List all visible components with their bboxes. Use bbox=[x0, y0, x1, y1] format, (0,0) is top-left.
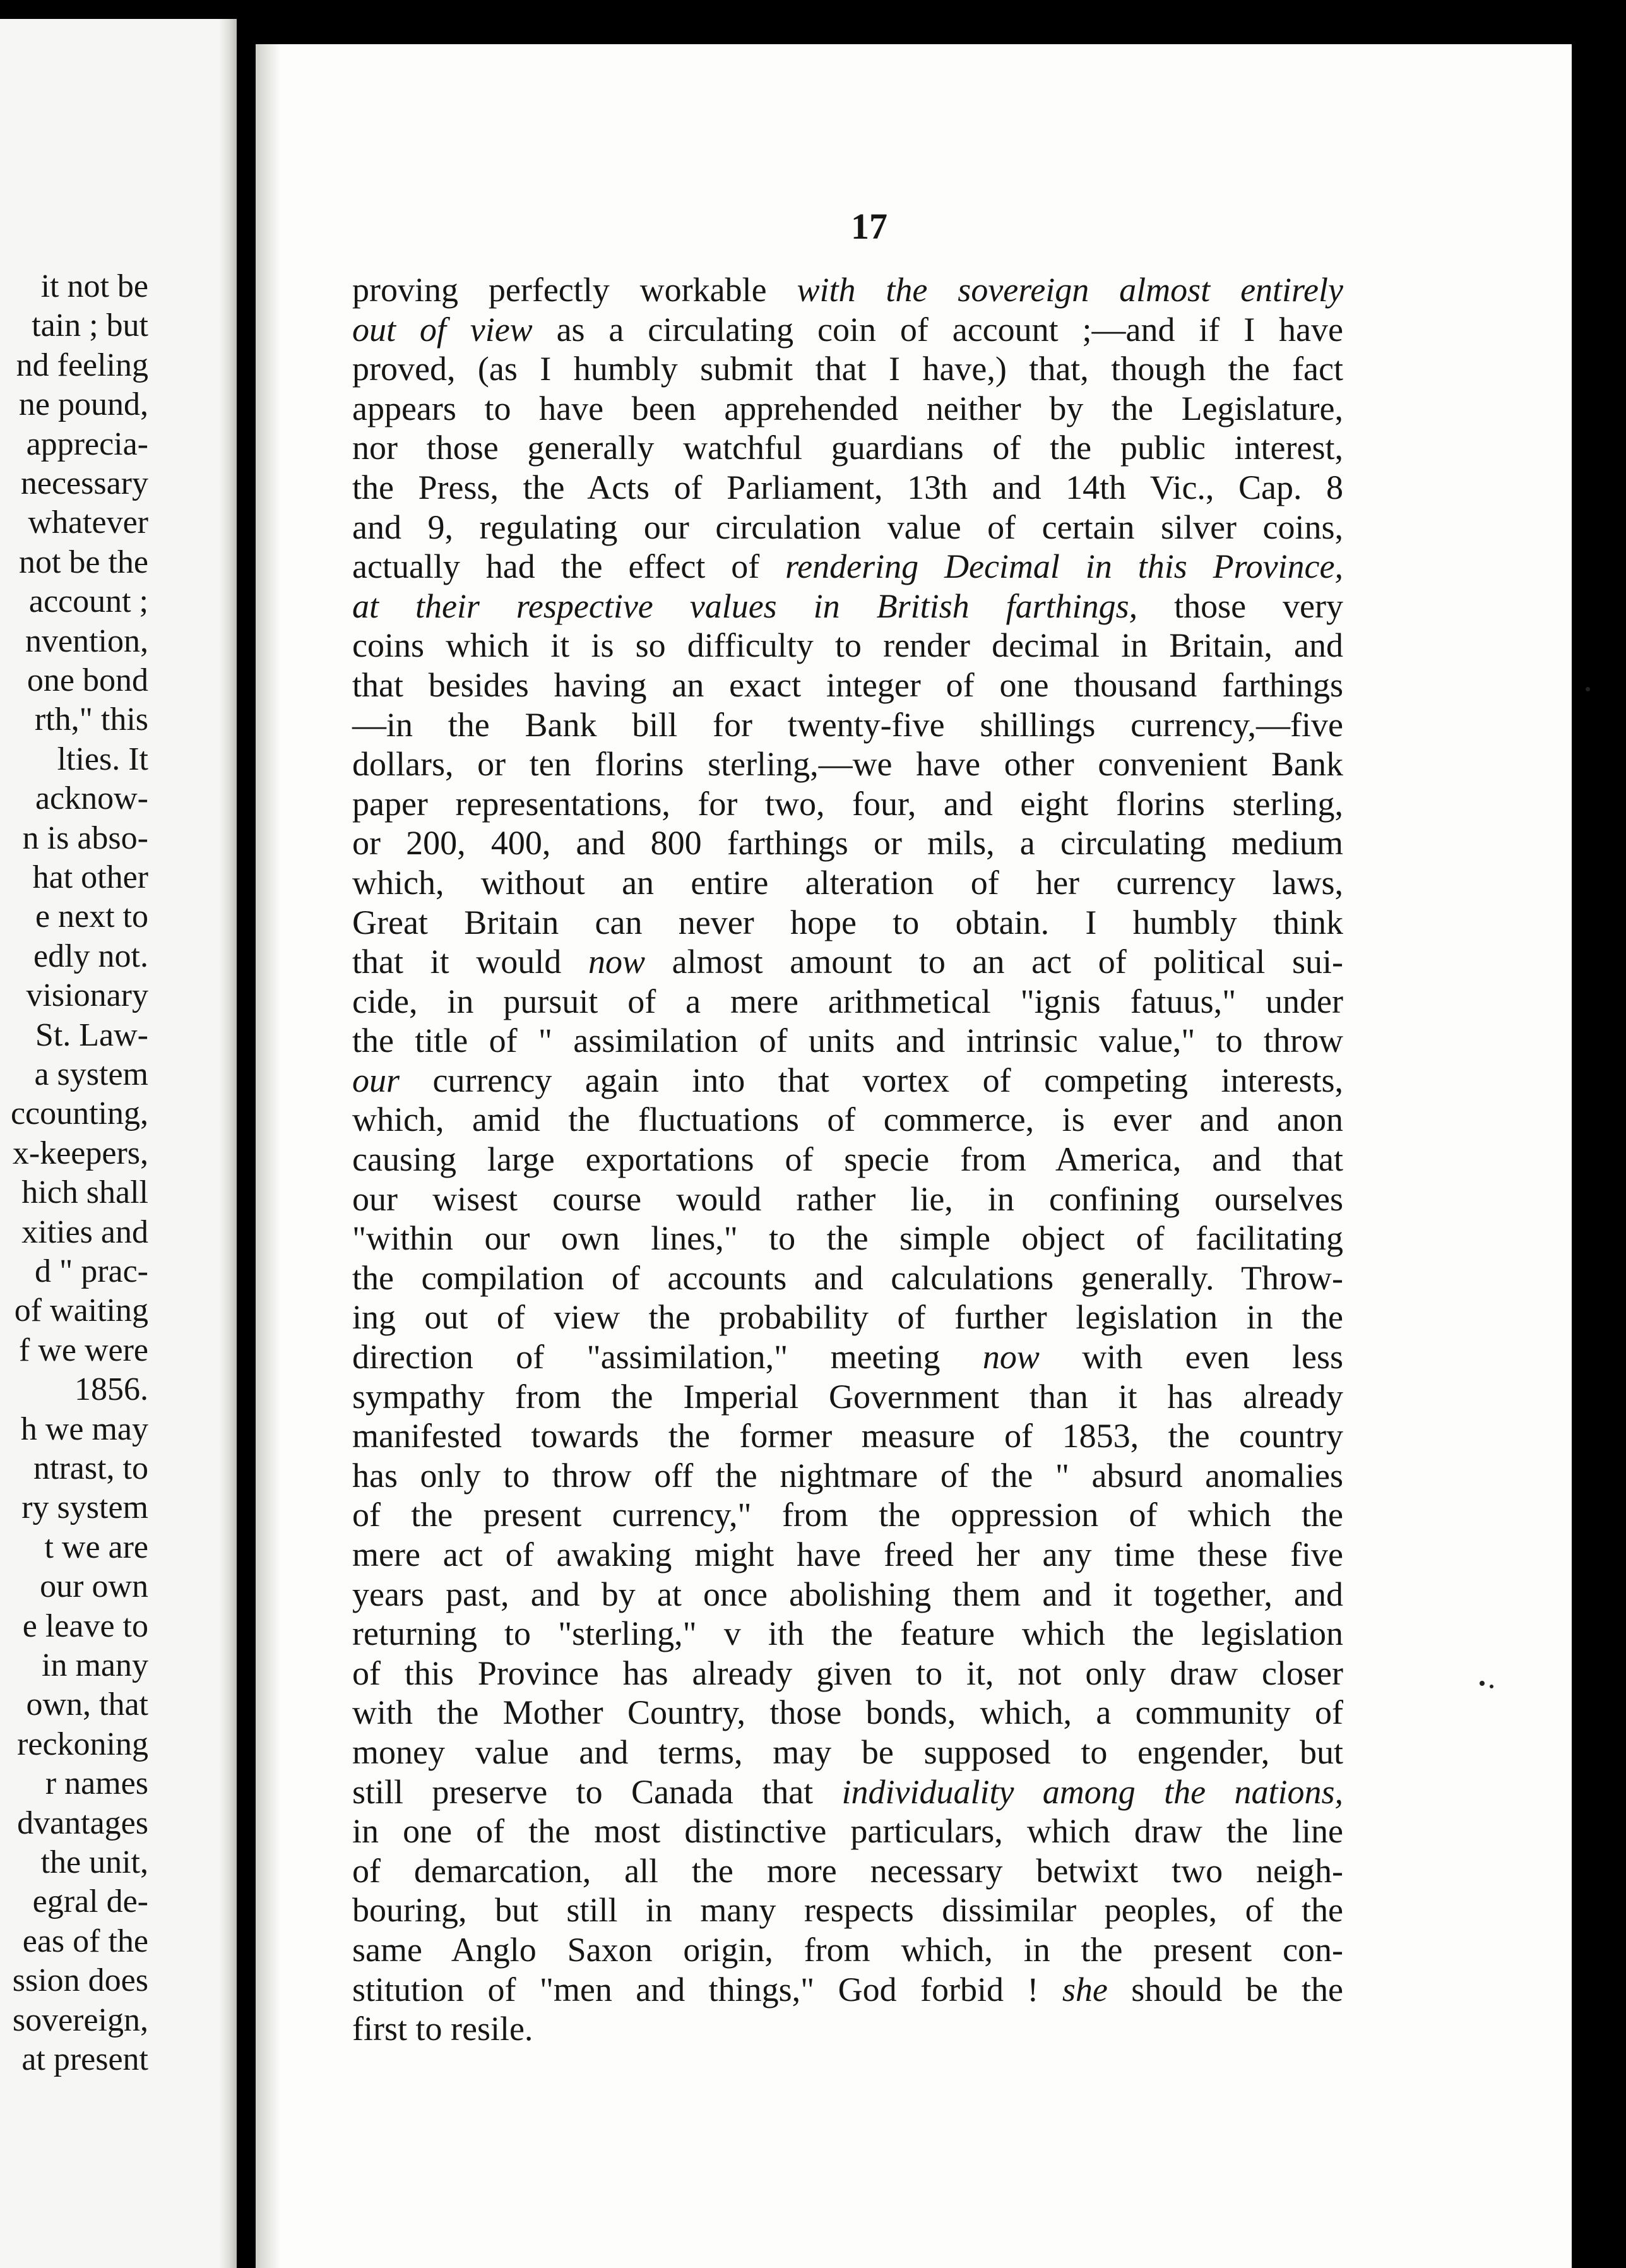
left-text-line: one bond bbox=[27, 662, 148, 698]
left-text-line: of waiting bbox=[14, 1292, 148, 1329]
left-text-line: St. Law- bbox=[35, 1017, 148, 1053]
text-segment: nor those generally watchful guardians of the public interest, bbox=[352, 429, 1343, 467]
text-segment: coins which it is so difficulty to render decimal in Britain, and bbox=[352, 626, 1343, 665]
left-text-line: nd feeling bbox=[16, 347, 148, 383]
left-text-line: in many bbox=[42, 1647, 148, 1683]
text-line bbox=[352, 1021, 1343, 1061]
left-text-line: sovereign, bbox=[12, 2002, 148, 2038]
italic-text: our bbox=[352, 1061, 400, 1099]
left-text-line: ccounting, bbox=[10, 1095, 148, 1132]
left-text-line: not be the bbox=[18, 544, 148, 580]
text-segment: almost amount to an act of political sui- bbox=[644, 943, 1343, 981]
left-text-line: lties. It bbox=[57, 741, 148, 777]
italic-text: with the sovereign almost entirely bbox=[797, 271, 1343, 309]
text-segment: proving perfectly workable bbox=[352, 271, 797, 309]
scan-speck bbox=[1490, 1685, 1493, 1688]
text-segment: same Anglo Saxon origin, from which, in the present con- bbox=[352, 1930, 1343, 1969]
text-line bbox=[352, 270, 1343, 310]
text-segment: bouring, but still in many respects dissimilar peoples, of the bbox=[352, 1891, 1343, 1930]
left-text-line: eas of the bbox=[22, 1923, 148, 1959]
left-text-line: whatever bbox=[28, 504, 148, 541]
text-segment: Great Britain can never hope to obtain. I humbly think bbox=[352, 903, 1343, 941]
left-text-line: acknow- bbox=[35, 780, 148, 817]
left-text-line: ntrast, to bbox=[33, 1450, 148, 1486]
text-line bbox=[352, 744, 1343, 784]
left-text-line: tain ; but bbox=[32, 307, 148, 344]
italic-text: now bbox=[982, 1338, 1040, 1376]
text-segment: of this Province has already given to it, not only draw closer bbox=[352, 1654, 1343, 1692]
text-segment: still preserve to Canada that bbox=[352, 1772, 842, 1811]
page-number: 17 bbox=[851, 206, 887, 247]
text-line bbox=[352, 1693, 1343, 1733]
binding-shadow bbox=[256, 44, 281, 2268]
text-line bbox=[352, 1140, 1343, 1179]
text-line bbox=[352, 1219, 1343, 1258]
text-line bbox=[352, 1495, 1343, 1535]
text-line bbox=[352, 587, 1343, 626]
text-line bbox=[352, 665, 1343, 705]
left-text-line: own, that bbox=[26, 1686, 148, 1723]
text-segment: cide, in pursuit of a mere arithmetical "ignis fatuus," under bbox=[352, 982, 1343, 1020]
text-line bbox=[352, 1298, 1343, 1337]
text-line bbox=[352, 1100, 1343, 1140]
text-segment: the title of " assimilation of units and intrinsic value," to throw bbox=[352, 1022, 1343, 1060]
text-line bbox=[352, 428, 1343, 468]
text-line bbox=[352, 468, 1343, 508]
text-line bbox=[352, 1772, 1343, 1812]
text-segment: has only to throw off the nightmare of the " absurd anomalies bbox=[352, 1456, 1343, 1495]
text-line bbox=[352, 1179, 1343, 1219]
left-text-line: t we are bbox=[44, 1529, 148, 1565]
text-line bbox=[352, 1575, 1343, 1614]
left-text-line: r names bbox=[45, 1765, 148, 1802]
text-segment: stitution of "men and things," God forbid ! bbox=[352, 1970, 1062, 2008]
text-line bbox=[352, 508, 1343, 547]
left-text-line: reckoning bbox=[17, 1726, 148, 1762]
text-segment: of demarcation, all the more necessary betwixt two neigh- bbox=[352, 1851, 1343, 1890]
left-text-line: visionary bbox=[26, 977, 148, 1014]
left-text-line: the unit, bbox=[40, 1844, 148, 1880]
left-text-line: egral de- bbox=[32, 1883, 148, 1920]
text-segment: money value and terms, may be supposed to engender, but bbox=[352, 1733, 1343, 1771]
left-text-line: e leave to bbox=[22, 1608, 148, 1644]
text-segment: dollars, or ten florins sterling,—we have other convenient Bank bbox=[352, 745, 1343, 784]
left-text-line: ry system bbox=[21, 1489, 148, 1526]
left-text-line: d " prac- bbox=[34, 1253, 148, 1289]
text-line bbox=[352, 823, 1343, 863]
text-line bbox=[352, 1930, 1343, 1970]
text-segment: of the present currency," from the oppression of which the bbox=[352, 1496, 1343, 1534]
text-segment: or 200, 400, and 800 farthings or mils, a circulating medium bbox=[352, 824, 1343, 862]
left-text-line: hat other bbox=[32, 859, 148, 895]
left-text-line: it not be bbox=[40, 268, 148, 304]
text-segment: manifested towards the former measure of 1853, the country bbox=[352, 1417, 1343, 1455]
text-line bbox=[352, 1811, 1343, 1851]
text-line bbox=[352, 1535, 1343, 1575]
scan-speck bbox=[1480, 1681, 1485, 1686]
left-text-line: hich shall bbox=[21, 1174, 148, 1211]
text-line bbox=[352, 982, 1343, 1022]
text-segment: the compilation of accounts and calculations generally. Throw- bbox=[352, 1258, 1343, 1297]
text-line bbox=[352, 2009, 1343, 2049]
text-line bbox=[352, 1733, 1343, 1772]
left-text-line: dvantages bbox=[17, 1805, 148, 1841]
left-text-line: edly not. bbox=[33, 938, 148, 974]
text-segment: the Press, the Acts of Parliament, 13th and 14th Vic., Cap. 8 bbox=[352, 468, 1343, 506]
text-line bbox=[352, 1456, 1343, 1496]
text-line bbox=[352, 626, 1343, 665]
italic-text: rendering Decimal in this Province, bbox=[785, 547, 1343, 586]
left-text-line: ne pound, bbox=[18, 386, 148, 423]
text-segment: that it would bbox=[352, 943, 588, 981]
text-line bbox=[352, 310, 1343, 350]
text-segment: currency again into that vortex of competing interests, bbox=[400, 1061, 1343, 1099]
left-text-line: 1856. bbox=[74, 1371, 148, 1408]
text-line bbox=[352, 547, 1343, 587]
text-line bbox=[352, 1061, 1343, 1101]
italic-text: at their respective values in British farthings, bbox=[352, 587, 1138, 625]
left-text-line: x-keepers, bbox=[12, 1135, 148, 1171]
text-segment: direction of "assimilation," meeting bbox=[352, 1338, 983, 1376]
text-segment: paper representations, for two, four, and eight florins sterling, bbox=[352, 784, 1343, 823]
text-line bbox=[352, 784, 1343, 824]
text-line bbox=[352, 1890, 1343, 1930]
italic-text: out of view bbox=[352, 310, 533, 349]
text-segment: "within our own lines," to the simple object of facilitating bbox=[352, 1219, 1343, 1258]
body-text bbox=[352, 270, 1343, 2049]
left-page-fragment bbox=[0, 19, 237, 2268]
scan-speck bbox=[1586, 687, 1590, 691]
left-text-line: f we were bbox=[19, 1332, 148, 1368]
text-line bbox=[352, 1337, 1343, 1377]
text-segment: ing out of view the probability of further legislation in the bbox=[352, 1298, 1343, 1337]
left-text-line: our own bbox=[40, 1568, 148, 1605]
left-text-line: ssion does bbox=[12, 1962, 148, 1999]
text-segment: and 9, regulating our circulation value of certain silver coins, bbox=[352, 508, 1343, 546]
text-line bbox=[352, 942, 1343, 982]
italic-text: she bbox=[1062, 1970, 1108, 2008]
text-segment: years past, and by at once abolishing them and it together, and bbox=[352, 1575, 1343, 1613]
text-line bbox=[352, 1416, 1343, 1456]
text-segment: which, amid the fluctuations of commerce, is ever and anon bbox=[352, 1101, 1343, 1139]
text-segment: mere act of awaking might have freed her any time these five bbox=[352, 1536, 1343, 1573]
text-segment: with even less bbox=[1039, 1338, 1343, 1376]
text-segment: should be the bbox=[1107, 1970, 1343, 2008]
text-segment: —in the Bank bill for twenty-five shillings currency,—five bbox=[352, 705, 1343, 744]
text-segment: those very bbox=[1137, 587, 1343, 625]
page-gutter bbox=[219, 19, 237, 2268]
left-text-line: nvention, bbox=[25, 623, 148, 659]
left-text-line: at present bbox=[21, 2041, 148, 2077]
left-text-line: rth," this bbox=[34, 701, 148, 738]
text-line bbox=[352, 1377, 1343, 1417]
text-line bbox=[352, 1970, 1343, 2010]
text-segment: sympathy from the Imperial Government than it has already bbox=[352, 1377, 1343, 1416]
text-segment: appears to have been apprehended neither by the Legislature, bbox=[352, 389, 1343, 427]
left-text-line: h we may bbox=[20, 1411, 148, 1447]
left-text-line: a system bbox=[34, 1056, 148, 1092]
text-segment: returning to "sterling," v ith the feature which the legislation bbox=[352, 1614, 1343, 1653]
left-text-line: account ; bbox=[28, 583, 148, 620]
text-line bbox=[352, 349, 1343, 389]
left-text-line: n is abso- bbox=[22, 820, 148, 856]
text-line bbox=[352, 903, 1343, 943]
text-segment: which, without an entire alteration of her currency laws, bbox=[352, 863, 1343, 902]
text-segment: with the Mother Country, those bonds, which, a community of bbox=[352, 1693, 1343, 1732]
text-line bbox=[352, 389, 1343, 429]
text-segment: our wisest course would rather lie, in confining ourselves bbox=[352, 1179, 1343, 1218]
text-segment: in one of the most distinctive particulars, which draw the line bbox=[352, 1812, 1343, 1851]
left-text-line: apprecia- bbox=[26, 426, 148, 462]
left-text-line: necessary bbox=[20, 465, 148, 501]
text-line bbox=[352, 1851, 1343, 1891]
text-line bbox=[352, 1654, 1343, 1693]
left-text-line: xities and bbox=[21, 1214, 148, 1250]
text-line bbox=[352, 863, 1343, 903]
text-segment: causing large exportations of specie from America, and that bbox=[352, 1140, 1343, 1179]
text-segment: actually had the effect of bbox=[352, 547, 786, 586]
italic-text: now bbox=[588, 943, 645, 981]
text-segment: that besides having an exact integer of one thousand farthings bbox=[352, 665, 1343, 704]
text-line bbox=[352, 1258, 1343, 1298]
text-segment: first to resile. bbox=[352, 2010, 533, 2048]
left-text-line: e next to bbox=[35, 898, 148, 935]
text-line bbox=[352, 705, 1343, 745]
italic-text: individuality among the nations, bbox=[841, 1772, 1343, 1811]
text-line bbox=[352, 1614, 1343, 1654]
text-segment: as a circulating coin of account ;—and if I have bbox=[532, 310, 1343, 349]
text-segment: proved, (as I humbly submit that I have,) that, though the fact bbox=[352, 350, 1343, 388]
